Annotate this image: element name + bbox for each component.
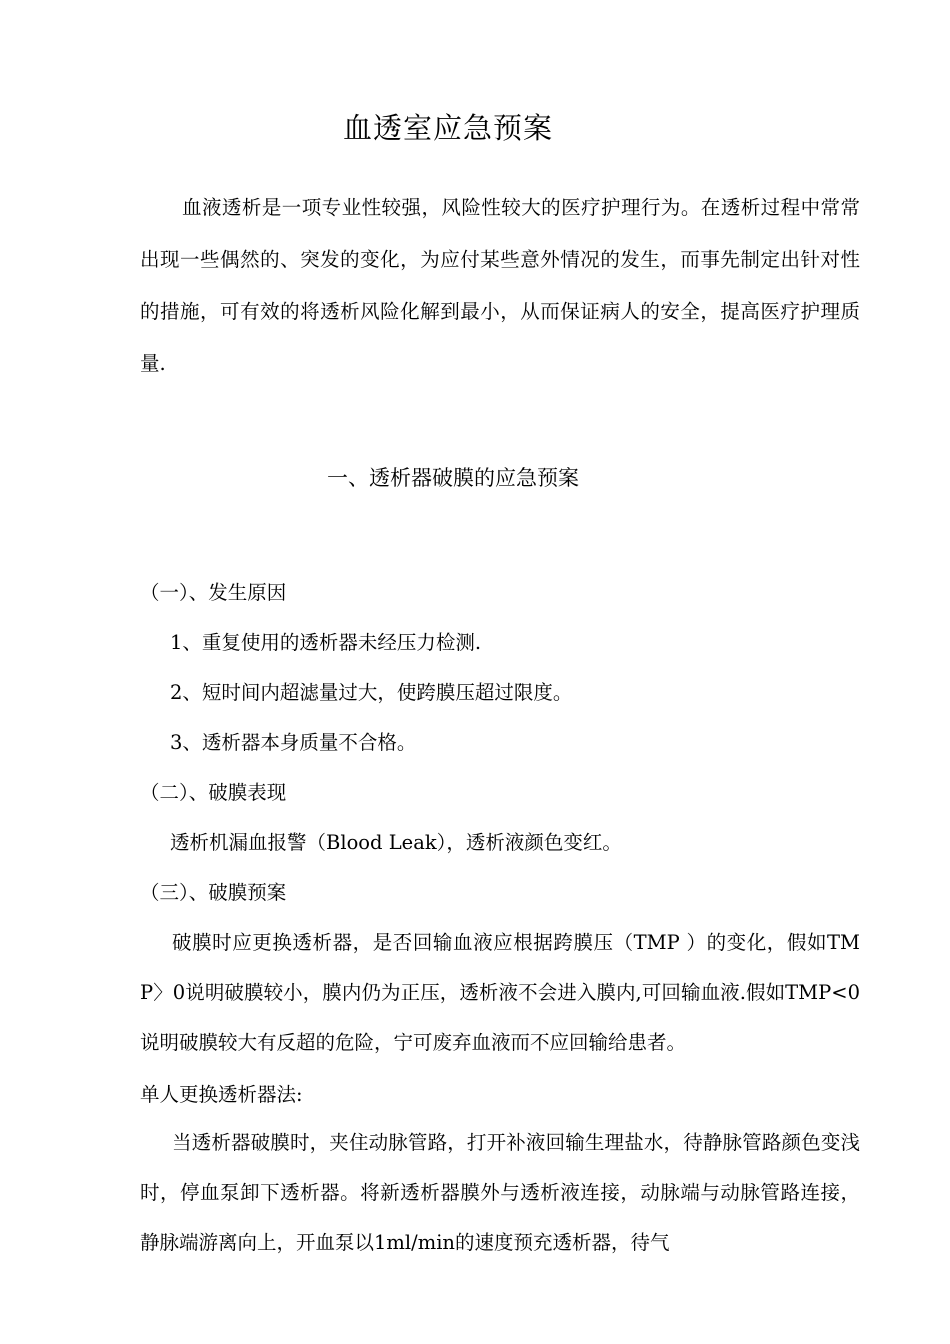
section-title: 一、透析器破膜的应急预案: [327, 466, 579, 490]
symptoms-text: 透析机漏血报警（Blood Leak），透析液颜色变红。: [170, 831, 622, 854]
symptoms-heading: （二）、破膜表现: [140, 781, 287, 804]
single-person-paragraph: 当透析器破膜时，夹住动脉管路，打开补液回输生理盐水，待静脉管路颜色变浅时，停血泵卸下透析器。将新透析器膜外与透析液连接，动脉端与动脉管路连接，静脉端游离向上，开血泵以1ml/min的速度预充透析器，待气: [140, 1131, 860, 1254]
plan-heading: （三）、破膜预案: [140, 881, 287, 904]
single-person-heading: 单人更换透析器法:: [140, 1083, 303, 1106]
plan-paragraph: 破膜时应更换透析器，是否回输血液应根据跨膜压（TMP ）的变化，假如TMP〉0说明破膜较小，膜内仍为正压，透析液不会进入膜内,可回输血液.假如TMP<0说明破膜较大有反超的危险，宁可废弃血液而不应回输给患者。: [140, 931, 860, 1054]
document-title: 血透室应急预案: [342, 111, 553, 145]
causes-heading: （一）、发生原因: [140, 581, 287, 604]
cause-item-2: 2、短时间内超滤量过大，使跨膜压超过限度。: [170, 681, 573, 704]
intro-paragraph: 血液透析是一项专业性较强，风险性较大的医疗护理行为。在透析过程中常常出现一些偶然的、突发的变化，为应付某些意外情况的发生，而事先制定出针对性的措施，可有效的将透析风险化解到最小，从而保证病人的安全，提高医疗护理质量.: [140, 196, 860, 375]
cause-item-1: 1、重复使用的透析器未经压力检测.: [170, 631, 482, 654]
cause-item-3: 3、透析器本身质量不合格。: [170, 731, 417, 754]
